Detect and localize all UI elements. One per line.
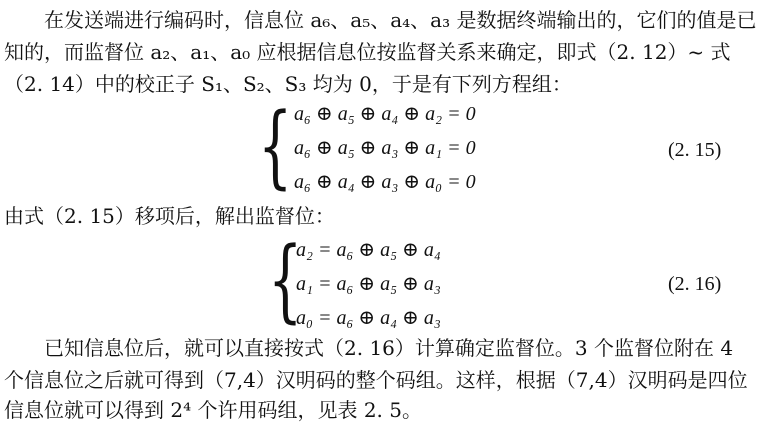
equation-number: (2. 15) [668,139,722,161]
equation-row: a₆ ⊕ a₄ ⊕ a₃ ⊕ a₀ = 0 [294,171,476,193]
equation-system-2-15 [258,94,518,200]
equation-row: a₀ = a₆ ⊕ a₄ ⊕ a₃ [296,307,441,329]
para1-line3: （2. 14）中的校正子 S₁、S₂、S₃ 均为 0，于是有下列方程组： [4,72,572,96]
equation-row: a₆ ⊕ a₅ ⊕ a₄ ⊕ a₂ = 0 [294,103,476,125]
equation-row: a₂ = a₆ ⊕ a₅ ⊕ a₄ [296,239,441,261]
equation-row: a₆ ⊕ a₅ ⊕ a₃ ⊕ a₁ = 0 [294,137,476,159]
para1-line2: 知的，而监督位 a₂、a₁、a₀ 应根据信息位按监督关系来确定，即式（2. 12）~ 式 [4,40,731,64]
left-brace: { [258,94,293,199]
para3-line1: 已知信息位后，就可以直接按式（2. 16）计算确定监督位。3 个监督位附在 4 [44,336,734,360]
para3-line3: 信息位就可以得到 2⁴ 个许用码组，见表 2. 5。 [4,398,422,422]
para3-line2: 个信息位之后就可得到（7,4）汉明码的整个码组。这样，根据（7,4）汉明码是四位 [4,368,748,392]
left-brace: { [268,228,303,333]
equation-row: a₁ = a₆ ⊕ a₅ ⊕ a₃ [296,273,441,295]
equation-system-2-16 [268,228,498,333]
para2-line1: 由式（2. 15）移项后，解出监督位： [4,204,335,228]
para1-line1: 在发送端进行编码时，信息位 a₆、a₅、a₄、a₃ 是数据终端输出的，它们的值是已 [44,8,757,32]
equation-number: (2. 16) [668,273,722,295]
